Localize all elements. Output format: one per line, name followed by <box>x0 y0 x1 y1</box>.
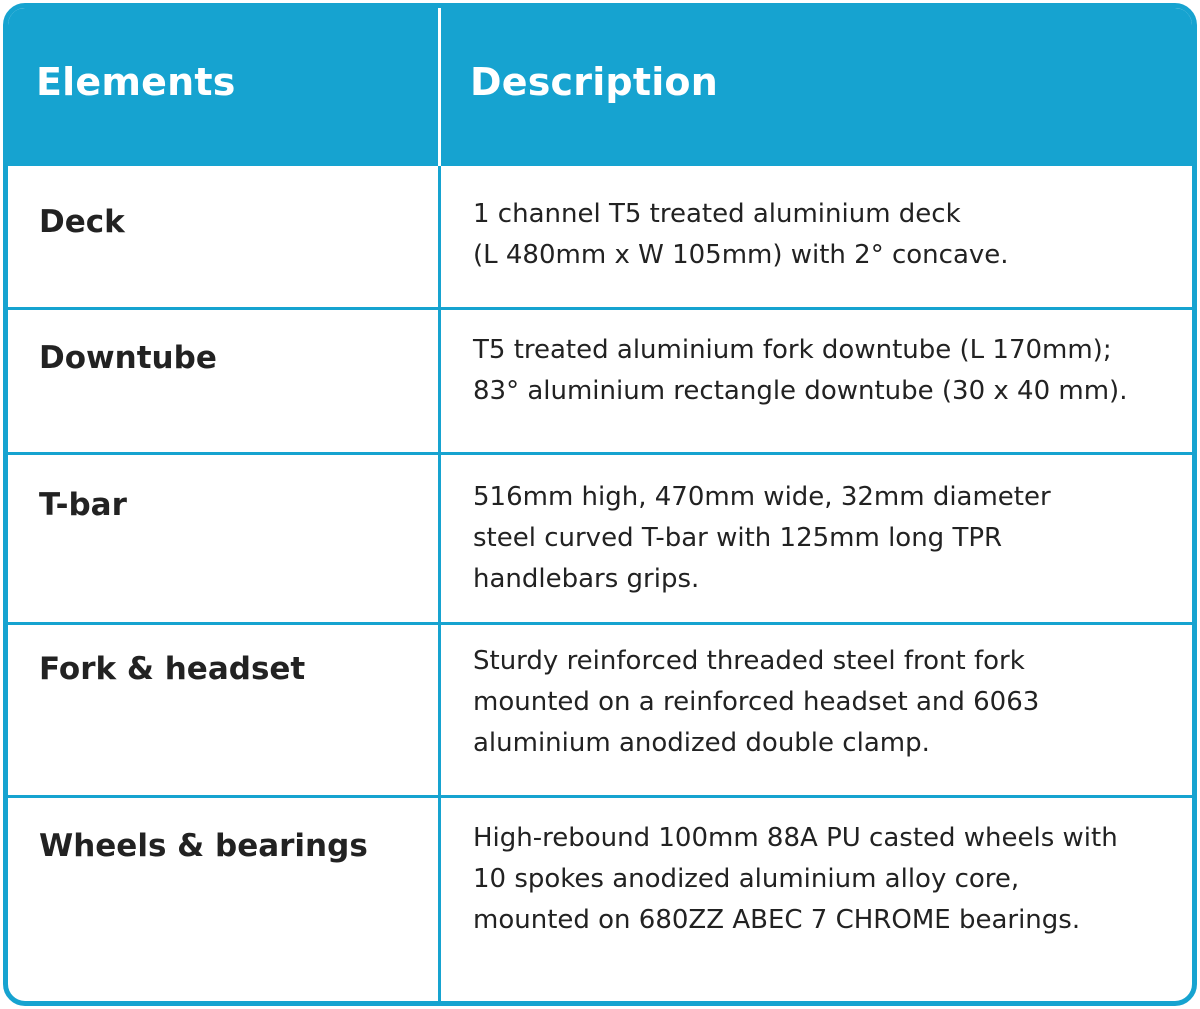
row-element-label: Fork & headset <box>39 651 306 687</box>
row-description: 516mm high, 470mm wide, 32mm diameter steel curved T-bar with 125mm long TPR handlebars grips. <box>473 482 1051 594</box>
table-row <box>8 452 1192 624</box>
row-description: Sturdy reinforced threaded steel front fork mounted on a reinforced headset and 6063 aluminium anodized double clamp. <box>473 646 1040 758</box>
row-element-label: Downtube <box>39 340 217 376</box>
header-divider <box>438 8 441 166</box>
row-element-label: T-bar <box>39 487 127 523</box>
table-row <box>8 166 1192 309</box>
row-element-label: Wheels & bearings <box>39 828 368 864</box>
row-element-label: Deck <box>39 204 125 240</box>
row-description: T5 treated aluminium fork downtube (L 170mm); 83° aluminium rectangle downtube (30 x 40 mm). <box>473 335 1128 406</box>
table-row <box>8 307 1192 454</box>
row-description: 1 channel T5 treated aluminium deck (L 480mm x W 105mm) with 2° concave. <box>473 199 1009 270</box>
table-row <box>8 622 1192 797</box>
table-header <box>8 8 1192 166</box>
spec-table <box>3 3 1197 1006</box>
header-description: Description <box>470 60 718 104</box>
header-elements: Elements <box>36 60 236 104</box>
row-description: High-rebound 100mm 88A PU casted wheels with 10 spokes anodized aluminium alloy core, mounted on 680ZZ ABEC 7 CHROME bearings. <box>473 823 1118 935</box>
table-row <box>8 795 1192 1006</box>
